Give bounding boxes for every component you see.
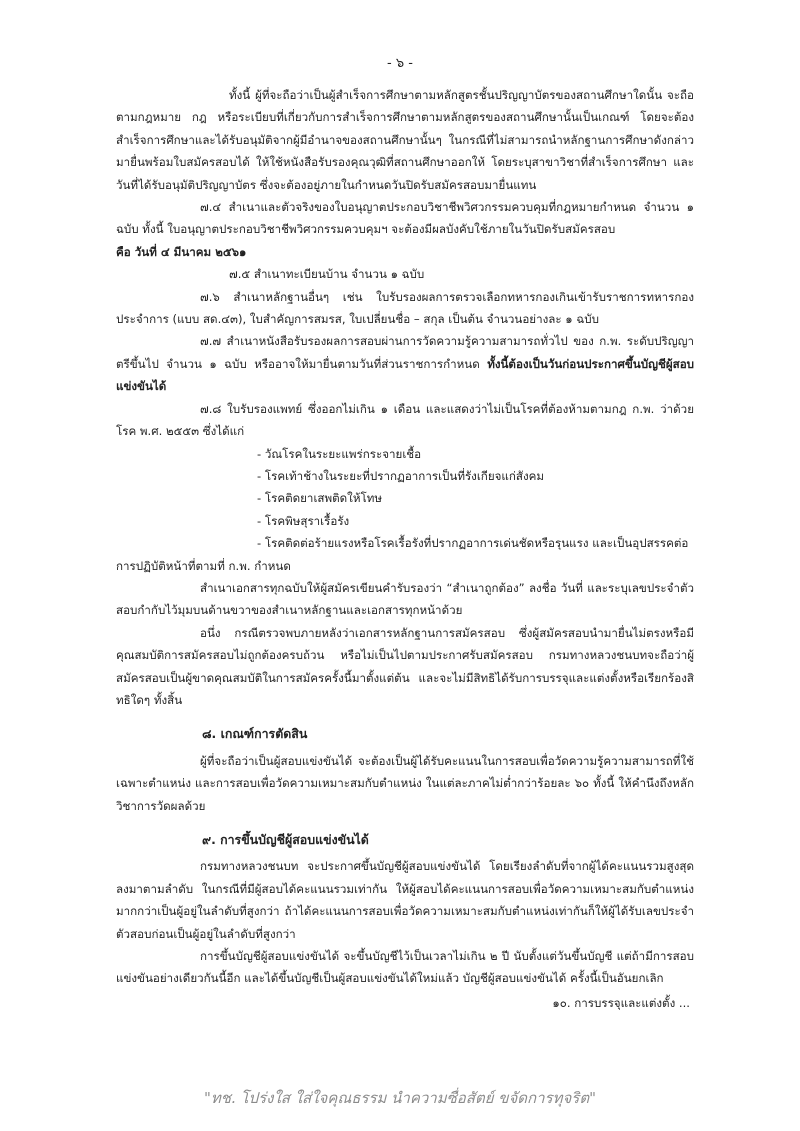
paragraph-7-7-bold: ทั้งนี้ต้องเป็นวันก่อนประกาศขึ้นบัญชีผู้สอบแข่งขันได้: [116, 356, 695, 394]
paragraph-7-8: ๗.๘ ใบรับรองแพทย์ ซึ่งออกไม่เกิน ๑ เดือน และแสดงว่าไม่เป็นโรคที่ต้องห้ามตามกฎ ก.พ. ว่าด้วยโรค พ.ศ. ๒๕๕๓ ซึ่งได้แก่: [116, 401, 694, 439]
paragraph-7-4-deadline: คือ วันที่ ๔ มีนาคม ๒๕๖๑: [116, 244, 247, 259]
heading-section-9: ๙. การขึ้นบัญชีผู้สอบแข่งขันได้: [202, 832, 369, 847]
paragraph-7-4-text: ๗.๔ สำเนาและตัวจริงของใบอนุญาตประกอบวิชาชีพวิศวกรรมควบคุมที่กฎหมายกำหนด จำนวน ๑ ฉบับ ทั้งนี้ ใบอนุญาตประกอบวิชาชีพวิศวกรรมควบคุมฯ จะต้องมีผลบังคับใช้ภายในวันปิดรับสมัครสอบ: [116, 200, 694, 237]
paragraph-section-8: ผู้ที่จะถือว่าเป็นผู้สอบแข่งขันได้ จะต้องเป็นผู้ได้รับคะแนนในการสอบเพื่อวัดความรู้ความสามารถที่ใช้เฉพาะตำแหน่ง และการสอบเพื่อวัดความเหมาะสมกับตำแหน่ง ในแต่ละภาคไม่ต่ำกว่าร้อยละ ๖๐ ทั้งนี้ ให้คำนึงถึงหลักวิชาการวัดผลด้วย: [116, 753, 694, 813]
paragraph-certify-copies: สำเนาเอกสารทุกฉบับให้ผู้สมัครเขียนคำรับรองว่า “สำเนาถูกต้อง” ลงชื่อ วันที่ และระบุเลขประจำตัวสอบกำกับไว้มุมบนด้านขวาของสำเนาหลักฐานและเอกสารทุกหน้าด้วย: [116, 580, 694, 618]
paragraph-7-6: ๗.๖ สำเนาหลักฐานอื่นๆ เช่น ใบรับรองผลการตรวจเลือกทหารกองเกินเข้ารับราชการทหารกองประจำการ (แบบ สด.๔๓), ใบสำคัญการสมรส, ใบเปลี่ยนชื่อ – สกุล เป็นต้น จำนวนอย่างละ ๑ ฉบับ: [116, 289, 694, 327]
paragraph-7-4: [116, 196, 694, 263]
paragraph-7-7-text: ๗.๗ สำเนาหนังสือรับรองผลการสอบผ่านการวัดความรู้ความสามารถทั่วไป ของ ก.พ. ระดับปริญญาตรีขึ้นไป จำนวน ๑ ฉบับ หรืออาจให้มายื่นตามวันที่ส่วนราชการกำหนด: [116, 334, 694, 371]
paragraph-7-7: [116, 330, 694, 397]
heading-section-8: ๘. เกณฑ์การตัดสิน: [202, 726, 308, 742]
paragraph-graduation-note: ทั้งนี้ ผู้ที่จะถือว่าเป็นผู้สำเร็จการศึกษาตามหลักสูตรชั้นปริญญาบัตรของสถานศึกษาใดนั้น จะถือตามกฎหมาย กฎ หรือระเบียบที่เกี่ยวกับการสำเร็จการศึกษาตามหลักสูตรของสถานศึกษานั้นเป็นเกณฑ์ โดยจะต้องสำเร็จการศึกษาและได้รับอนุมัติจากผู้มีอำนาจของสถานศึกษานั้นๆ ในกรณีที่ไม่สามารถนำหลักฐานการศึกษาดังกล่าวมายื่นพร้อมใบสมัครสอบได้ ให้ใช้หนังสือรับรองคุณวุฒิที่สถานศึกษาออกให้ โดยระบุสาขาวิชาที่สำเร็จการศึกษา และวันที่ได้รับอนุมัติปริญญาบัตร ซึ่งจะต้องอยู่ภายในกำหนดวันปิดรับสมัครสอบมายื่นแทน: [116, 88, 694, 192]
paragraph-section-9-ranking: กรมทางหลวงชนบท จะประกาศขึ้นบัญชีผู้สอบแข่งขันได้ โดยเรียงลำดับที่จากผู้ได้คะแนนรวมสูงสุดลงมาตามลำดับ ในกรณีที่มีผู้สอบได้คะแนนรวมเท่ากัน ให้ผู้สอบได้คะแนนการสอบเพื่อวัดความเหมาะสมกับตำแหน่งมากกว่าเป็นผู้อยู่ในลำดับที่สูงกว่า ถ้าได้คะแนนการสอบเพื่อวัดความเหมาะสมกับตำแหน่งเท่ากันก็ให้ผู้ได้รับเลขประจำตัวสอบก่อนเป็นผู้อยู่ในลำดับที่สูงกว่า: [116, 859, 694, 941]
disease-item: - วัณโรคในระยะแพร่กระจายเชื้อ: [257, 446, 422, 461]
disease-item: - โรคติดต่อร้ายแรงหรือโรคเรื้อรังที่ปรากฏอาการเด่นชัดหรือรุนแรง และเป็นอุปสรรคต่อ: [257, 536, 689, 551]
paragraph-7-5: ๗.๕ สำเนาทะเบียนบ้าน จำนวน ๑ ฉบับ: [229, 267, 425, 282]
paragraph-disqualification-note: อนึ่ง กรณีตรวจพบภายหลังว่าเอกสารหลักฐานการสมัครสอบ ซึ่งผู้สมัครสอบนำมายื่นไม่ตรงหรือมีคุณสมบัติการสมัครสอบไม่ถูกต้องครบถ้วน หรือไม่เป็นไปตามประกาศรับสมัครสอบ กรมทางหลวงชนบทจะถือว่าผู้สมัครสอบเป็นผู้ขาดคุณสมบัติในการสมัครครั้งนี้มาตั้งแต่ต้น และจะไม่มีสิทธิได้รับการบรรจุและแต่งตั้งหรือเรียกร้องสิทธิใดๆ ทั้งสิ้น: [116, 625, 694, 707]
page-number: - ๖ -: [387, 56, 413, 71]
paragraph-section-9-validity: การขึ้นบัญชีผู้สอบแข่งขันได้ จะขึ้นบัญชีไว้เป็นเวลาไม่เกิน ๒ ปี นับตั้งแต่วันขึ้นบัญชี แต่ถ้ามีการสอบแข่งขันอย่างเดียวกันนี้อีก และได้ขึ้นบัญชีเป็นผู้สอบแข่งขันได้ใหม่แล้ว บัญชีผู้สอบแข่งขันได้ ครั้งนี้เป็นอันยกเลิก: [116, 949, 694, 986]
disease-item: - โรคเท้าช้างในระยะที่ปรากฏอาการเป็นที่รังเกียจแก่สังคม: [257, 468, 545, 483]
disease-item-continuation: การปฏิบัติหน้าที่ตามที่ ก.พ. กำหนด: [116, 558, 291, 573]
disease-item: - โรคพิษสุราเรื้อรัง: [257, 513, 350, 528]
footer-slogan: "ทช. โปร่งใส ใส่ใจคุณธรรม นำความซื่อสัตย์ ขจัดการทุจริต": [204, 1089, 596, 1107]
disease-item: - โรคติดยาเสพติดให้โทษ: [257, 491, 382, 506]
next-page-continuation: ๑๐. การบรรจุและแต่งตั้ง ...: [552, 995, 690, 1010]
document-body: [116, 84, 694, 1014]
